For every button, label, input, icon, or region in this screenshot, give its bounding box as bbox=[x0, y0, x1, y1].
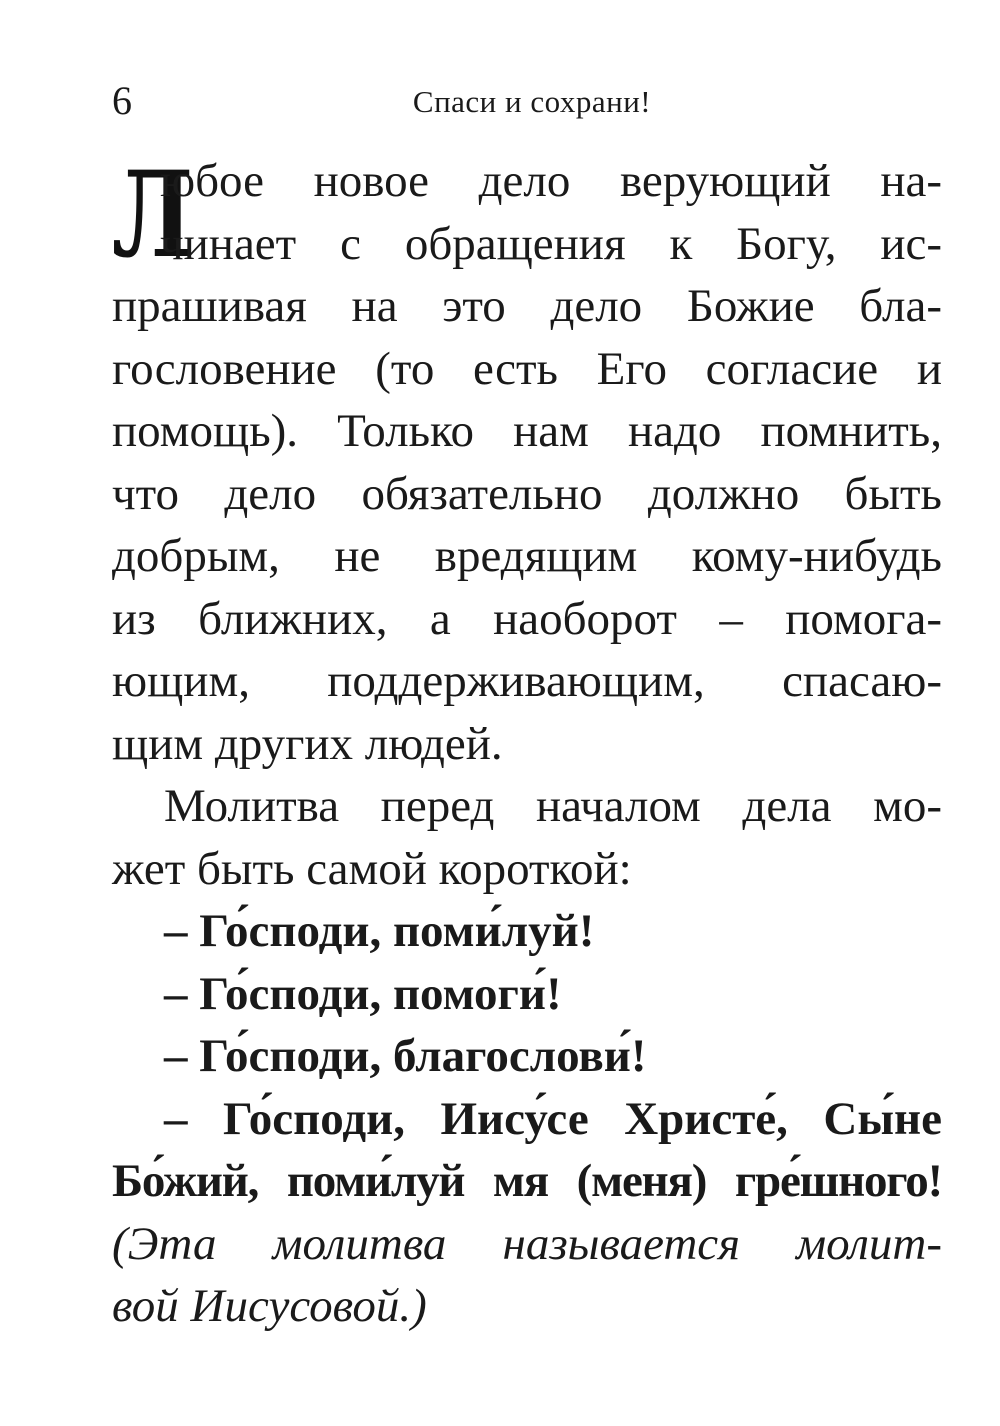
paragraph-line: Молитва перед началом дела мо- bbox=[164, 780, 942, 832]
page-header bbox=[112, 76, 952, 126]
paragraph-line: чинает с обращения к Богу, ис- bbox=[160, 217, 942, 270]
body-text bbox=[112, 145, 942, 1338]
paragraph-line: гословение (то есть Его согласие и bbox=[112, 342, 942, 395]
paragraph-line: жет быть самой короткой: bbox=[112, 842, 632, 895]
paragraph-line: ющим, поддерживающим, спасаю- bbox=[112, 655, 942, 707]
drop-cap-letter: Л bbox=[112, 145, 194, 284]
page-number: 6 bbox=[112, 78, 132, 123]
prayer-line: – Го́споди, благослови́! bbox=[164, 1030, 647, 1082]
paragraph-line: прашивая на это дело Божие бла- bbox=[112, 280, 942, 332]
note-line: (Эта молитва называется молит- bbox=[112, 1217, 942, 1270]
paragraph-line: щим других людей. bbox=[112, 717, 503, 770]
prayer-line: Бо́жий, поми́луй мя (меня) гре́шного! bbox=[112, 1155, 942, 1207]
paragraph-line: что дело обязательно должно быть bbox=[112, 467, 942, 520]
paragraph-line: юбое новое дело верующий на- bbox=[160, 155, 942, 207]
running-title: Спаси и сохрани! bbox=[412, 84, 652, 119]
prayer-line: – Го́споди, помоги́! bbox=[164, 967, 562, 1020]
paragraph-line: помощь). Только нам надо помнить, bbox=[112, 405, 942, 457]
prayer-line: – Го́споди, поми́луй! bbox=[164, 905, 595, 957]
paragraph-line: добрым, не вредящим кому-нибудь bbox=[112, 530, 942, 582]
prayer-line: – Го́споди, Иису́се Христе́, Сы́не bbox=[164, 1092, 942, 1145]
paragraph-line: из ближних, а наоборот – помога- bbox=[112, 592, 942, 645]
note-line: вой Иисусовой.) bbox=[112, 1280, 427, 1332]
